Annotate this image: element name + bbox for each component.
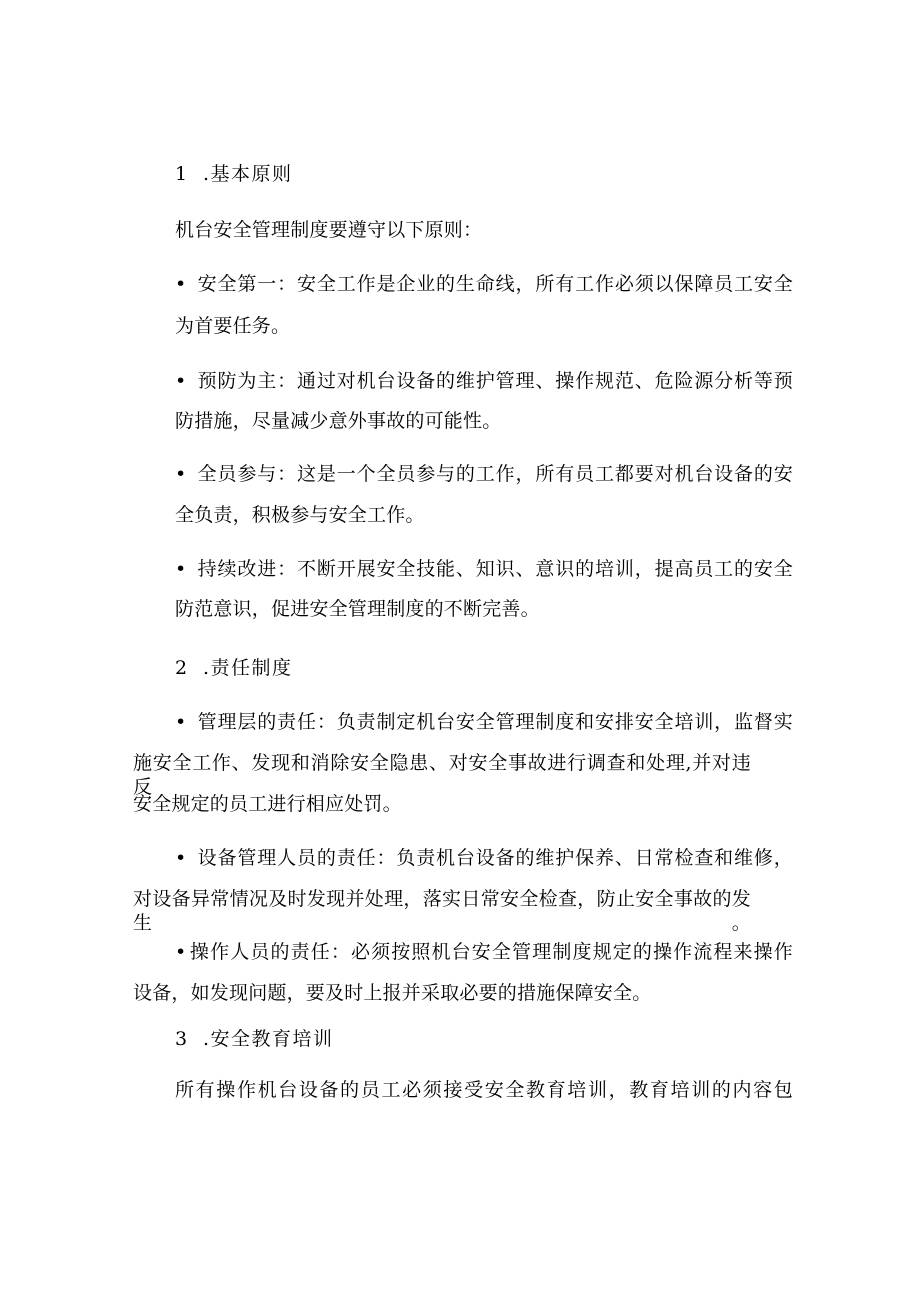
principle-3-line-2: 全负责，积极参与安全工作。 [175, 504, 425, 526]
section-number: 3 [175, 1028, 189, 1050]
responsibility-1-line-3: 安全规定的员工进行相应处罚。 [133, 793, 402, 815]
section-heading-2 [175, 656, 293, 680]
bullet-icon: • [175, 463, 187, 485]
section-title: .基本原则 [203, 163, 293, 185]
bullet-icon: • [175, 941, 187, 963]
responsibility-2-line-1: • 设备管理人员的责任：负责机台设备的维护保养、日常检查和维修， [175, 847, 793, 869]
responsibility-1-line-1: • 管理层的责任：负责制定机台安全管理制度和安排安全培训，监督实 [175, 711, 793, 733]
responsibility-3-line-1: • 操作人员的责任：必须按照机台安全管理制度规定的操作流程来操作 [175, 941, 793, 963]
bullet-icon: • [175, 558, 187, 580]
principle-2-line-2: 防措施，尽量减少意外事故的可能性。 [175, 410, 502, 432]
intro-paragraph: 机台安全管理制度要遵守以下原则： [175, 219, 483, 241]
principle-4-line-2: 防范意识，促进安全管理制度的不断完善。 [175, 598, 540, 620]
principle-2-line-1: • 预防为主：通过对机台设备的维护管理、操作规范、危险源分析等预 [175, 370, 793, 392]
principle-4-line-1: • 持续改进：不断开展安全技能、知识、意识的培训，提高员工的安全 [175, 558, 793, 580]
bullet-icon: • [175, 711, 187, 733]
responsibility-3-line-2: 设备，如发现问题，要及时上报并采取必要的措施保障安全。 [133, 982, 652, 1004]
principle-1-line-2: 为首要任务。 [175, 315, 291, 337]
section-heading-1 [175, 162, 293, 186]
bullet-icon: • [175, 370, 187, 392]
principle-1-line-1: • 安全第一：安全工作是企业的生命线，所有工作必须以保障员工安全 [175, 273, 793, 295]
principle-3-line-1: • 全员参与：这是一个全员参与的工作，所有员工都要对机台设备的安 [175, 463, 793, 485]
section-heading-3 [175, 1027, 334, 1051]
responsibility-2-line-2: 对设备异常情况及时发现并处理，落实日常安全检查，防止安全事故的发生。 [133, 888, 751, 934]
bullet-icon: • [175, 273, 187, 295]
bullet-icon: • [175, 847, 187, 869]
section-title: .责任制度 [203, 657, 293, 679]
training-paragraph-line-1: 所有操作机台设备的员工必须接受安全教育培训，教育培训的内容包 [175, 1079, 793, 1101]
responsibility-1-line-2: 施安全工作、发现和消除安全隐患、对安全事故进行调查和处理,并对违反 [133, 752, 751, 798]
section-number: 2 [175, 657, 189, 679]
section-title: .安全教育培训 [203, 1028, 334, 1050]
section-number: 1 [175, 163, 189, 185]
